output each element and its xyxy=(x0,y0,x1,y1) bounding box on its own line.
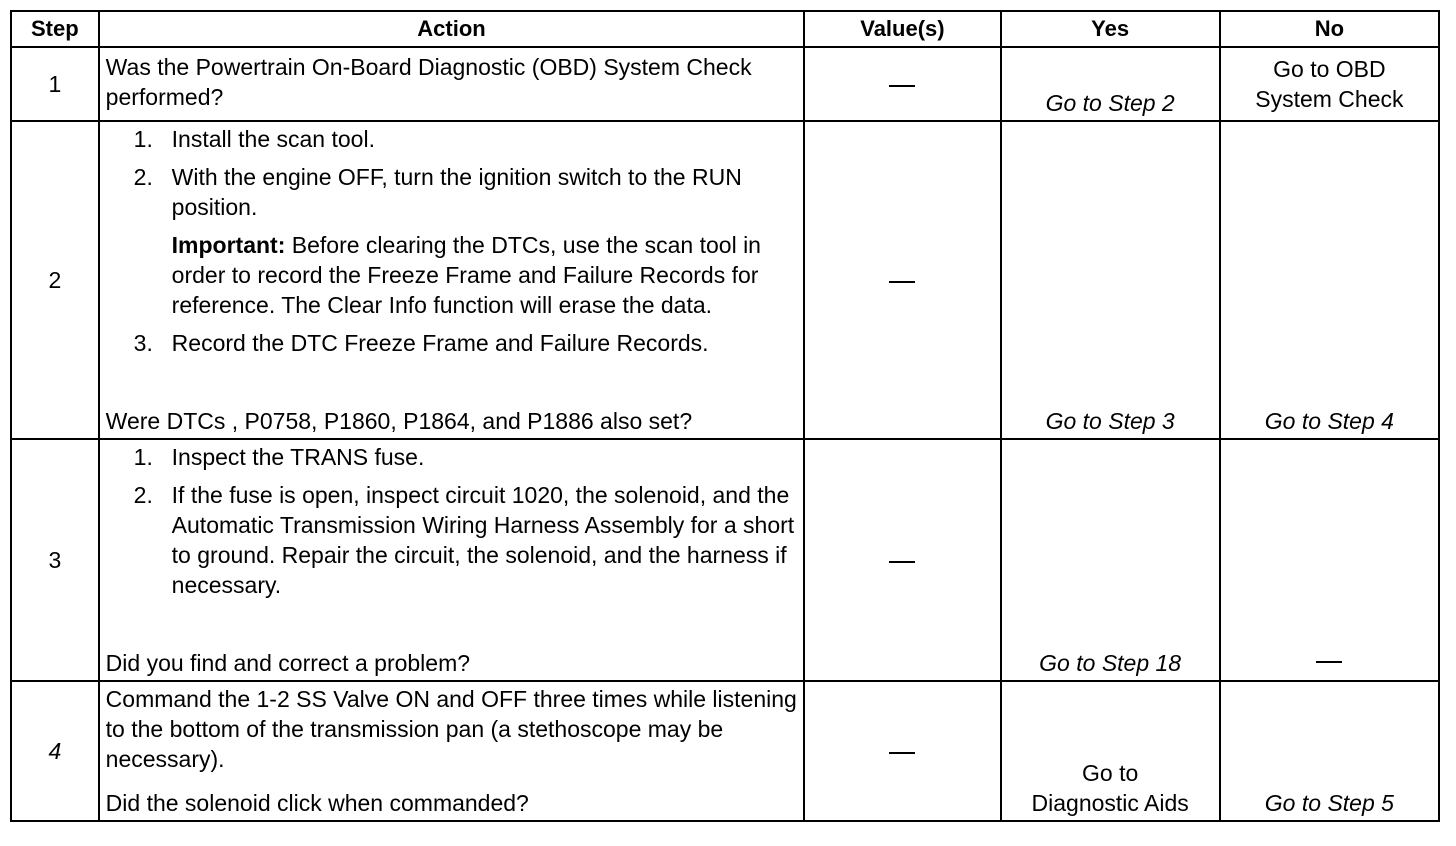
important-label: Important: xyxy=(171,232,286,258)
list-item xyxy=(106,162,798,222)
list-item xyxy=(106,442,798,472)
action-cell xyxy=(99,439,805,681)
header-action: Action xyxy=(99,11,805,47)
value-cell xyxy=(804,681,1000,821)
list-item xyxy=(106,480,798,600)
table-row xyxy=(11,681,1439,821)
important-text: Before clearing the DTCs, use the scan tool in order to record the Freeze Frame and Failure Records for reference. The Clear Info function will erase the data. xyxy=(171,232,761,318)
header-values: Value(s) xyxy=(804,11,1000,47)
header-no: No xyxy=(1220,11,1439,47)
no-cell: Go to OBD System Check xyxy=(1220,47,1439,121)
header-row xyxy=(11,11,1439,47)
list-item xyxy=(106,124,798,154)
no-cell: Go to Step 5 xyxy=(1220,681,1439,821)
item-text: If the fuse is open, inspect circuit 1020, the solenoid, and the Automatic Transmission Wiring Harness Assembly for a short to ground. Repair the circuit, the solenoid, and the harness if necessary. xyxy=(171,482,795,598)
dash-mark xyxy=(889,561,915,563)
instruction-list xyxy=(106,124,798,222)
no-cell xyxy=(1220,439,1439,681)
item-text: Install the scan tool. xyxy=(171,126,375,152)
item-number: 1. xyxy=(133,126,153,152)
step-number: 3 xyxy=(11,439,99,681)
question-text: Did you find and correct a problem? xyxy=(105,650,471,676)
step-number: 1 xyxy=(11,47,99,121)
instruction-list xyxy=(106,442,798,608)
table-row xyxy=(11,47,1439,121)
item-number: 2. xyxy=(133,164,153,190)
yes-cell: Go to Step 2 xyxy=(1001,47,1220,121)
value-cell xyxy=(804,121,1000,439)
action-instructions xyxy=(106,124,798,358)
list-item xyxy=(106,328,798,358)
header-step: Step xyxy=(11,11,99,47)
dash-mark xyxy=(889,752,915,754)
question-text: Did the solenoid click when commanded? xyxy=(105,790,529,816)
dash-mark xyxy=(889,281,915,283)
action-text: Was the Powertrain On-Board Diagnostic (OBD) System Check performed? xyxy=(99,47,805,121)
yes-cell: Go to Step 3 xyxy=(1001,121,1220,439)
diagnostic-table-page xyxy=(10,10,1440,832)
no-cell: Go to Step 4 xyxy=(1220,121,1439,439)
item-number: 2. xyxy=(133,482,153,508)
value-cell xyxy=(804,47,1000,121)
step-number: 4 xyxy=(11,681,99,821)
action-cell xyxy=(99,681,805,821)
dash-mark xyxy=(889,85,915,87)
item-number: 1. xyxy=(133,444,153,470)
table-row xyxy=(11,439,1439,681)
step-number: 2 xyxy=(11,121,99,439)
item-text: Inspect the TRANS fuse. xyxy=(171,444,425,470)
action-text: Command the 1-2 SS Valve ON and OFF three times while listening to the bottom of the transmission pan (a stethoscope may be necessary). xyxy=(105,686,797,772)
action-content xyxy=(106,684,798,818)
value-cell xyxy=(804,439,1000,681)
yes-cell: Go to Diagnostic Aids xyxy=(1001,681,1220,821)
diagnostic-table xyxy=(10,10,1440,822)
action-content xyxy=(106,124,798,436)
action-cell xyxy=(99,121,805,439)
yes-cell: Go to Step 18 xyxy=(1001,439,1220,681)
question-text: Were DTCs , P0758, P1860, P1864, and P1886 also set? xyxy=(105,408,693,434)
item-text: Record the DTC Freeze Frame and Failure Records. xyxy=(171,330,709,356)
table-row xyxy=(11,121,1439,439)
header-yes: Yes xyxy=(1001,11,1220,47)
instruction-list xyxy=(106,328,798,358)
dash-mark xyxy=(1316,661,1342,663)
action-content xyxy=(106,442,798,678)
item-number: 3. xyxy=(133,330,153,356)
item-text: With the engine OFF, turn the ignition switch to the RUN position. xyxy=(171,164,742,220)
important-note xyxy=(106,230,798,320)
